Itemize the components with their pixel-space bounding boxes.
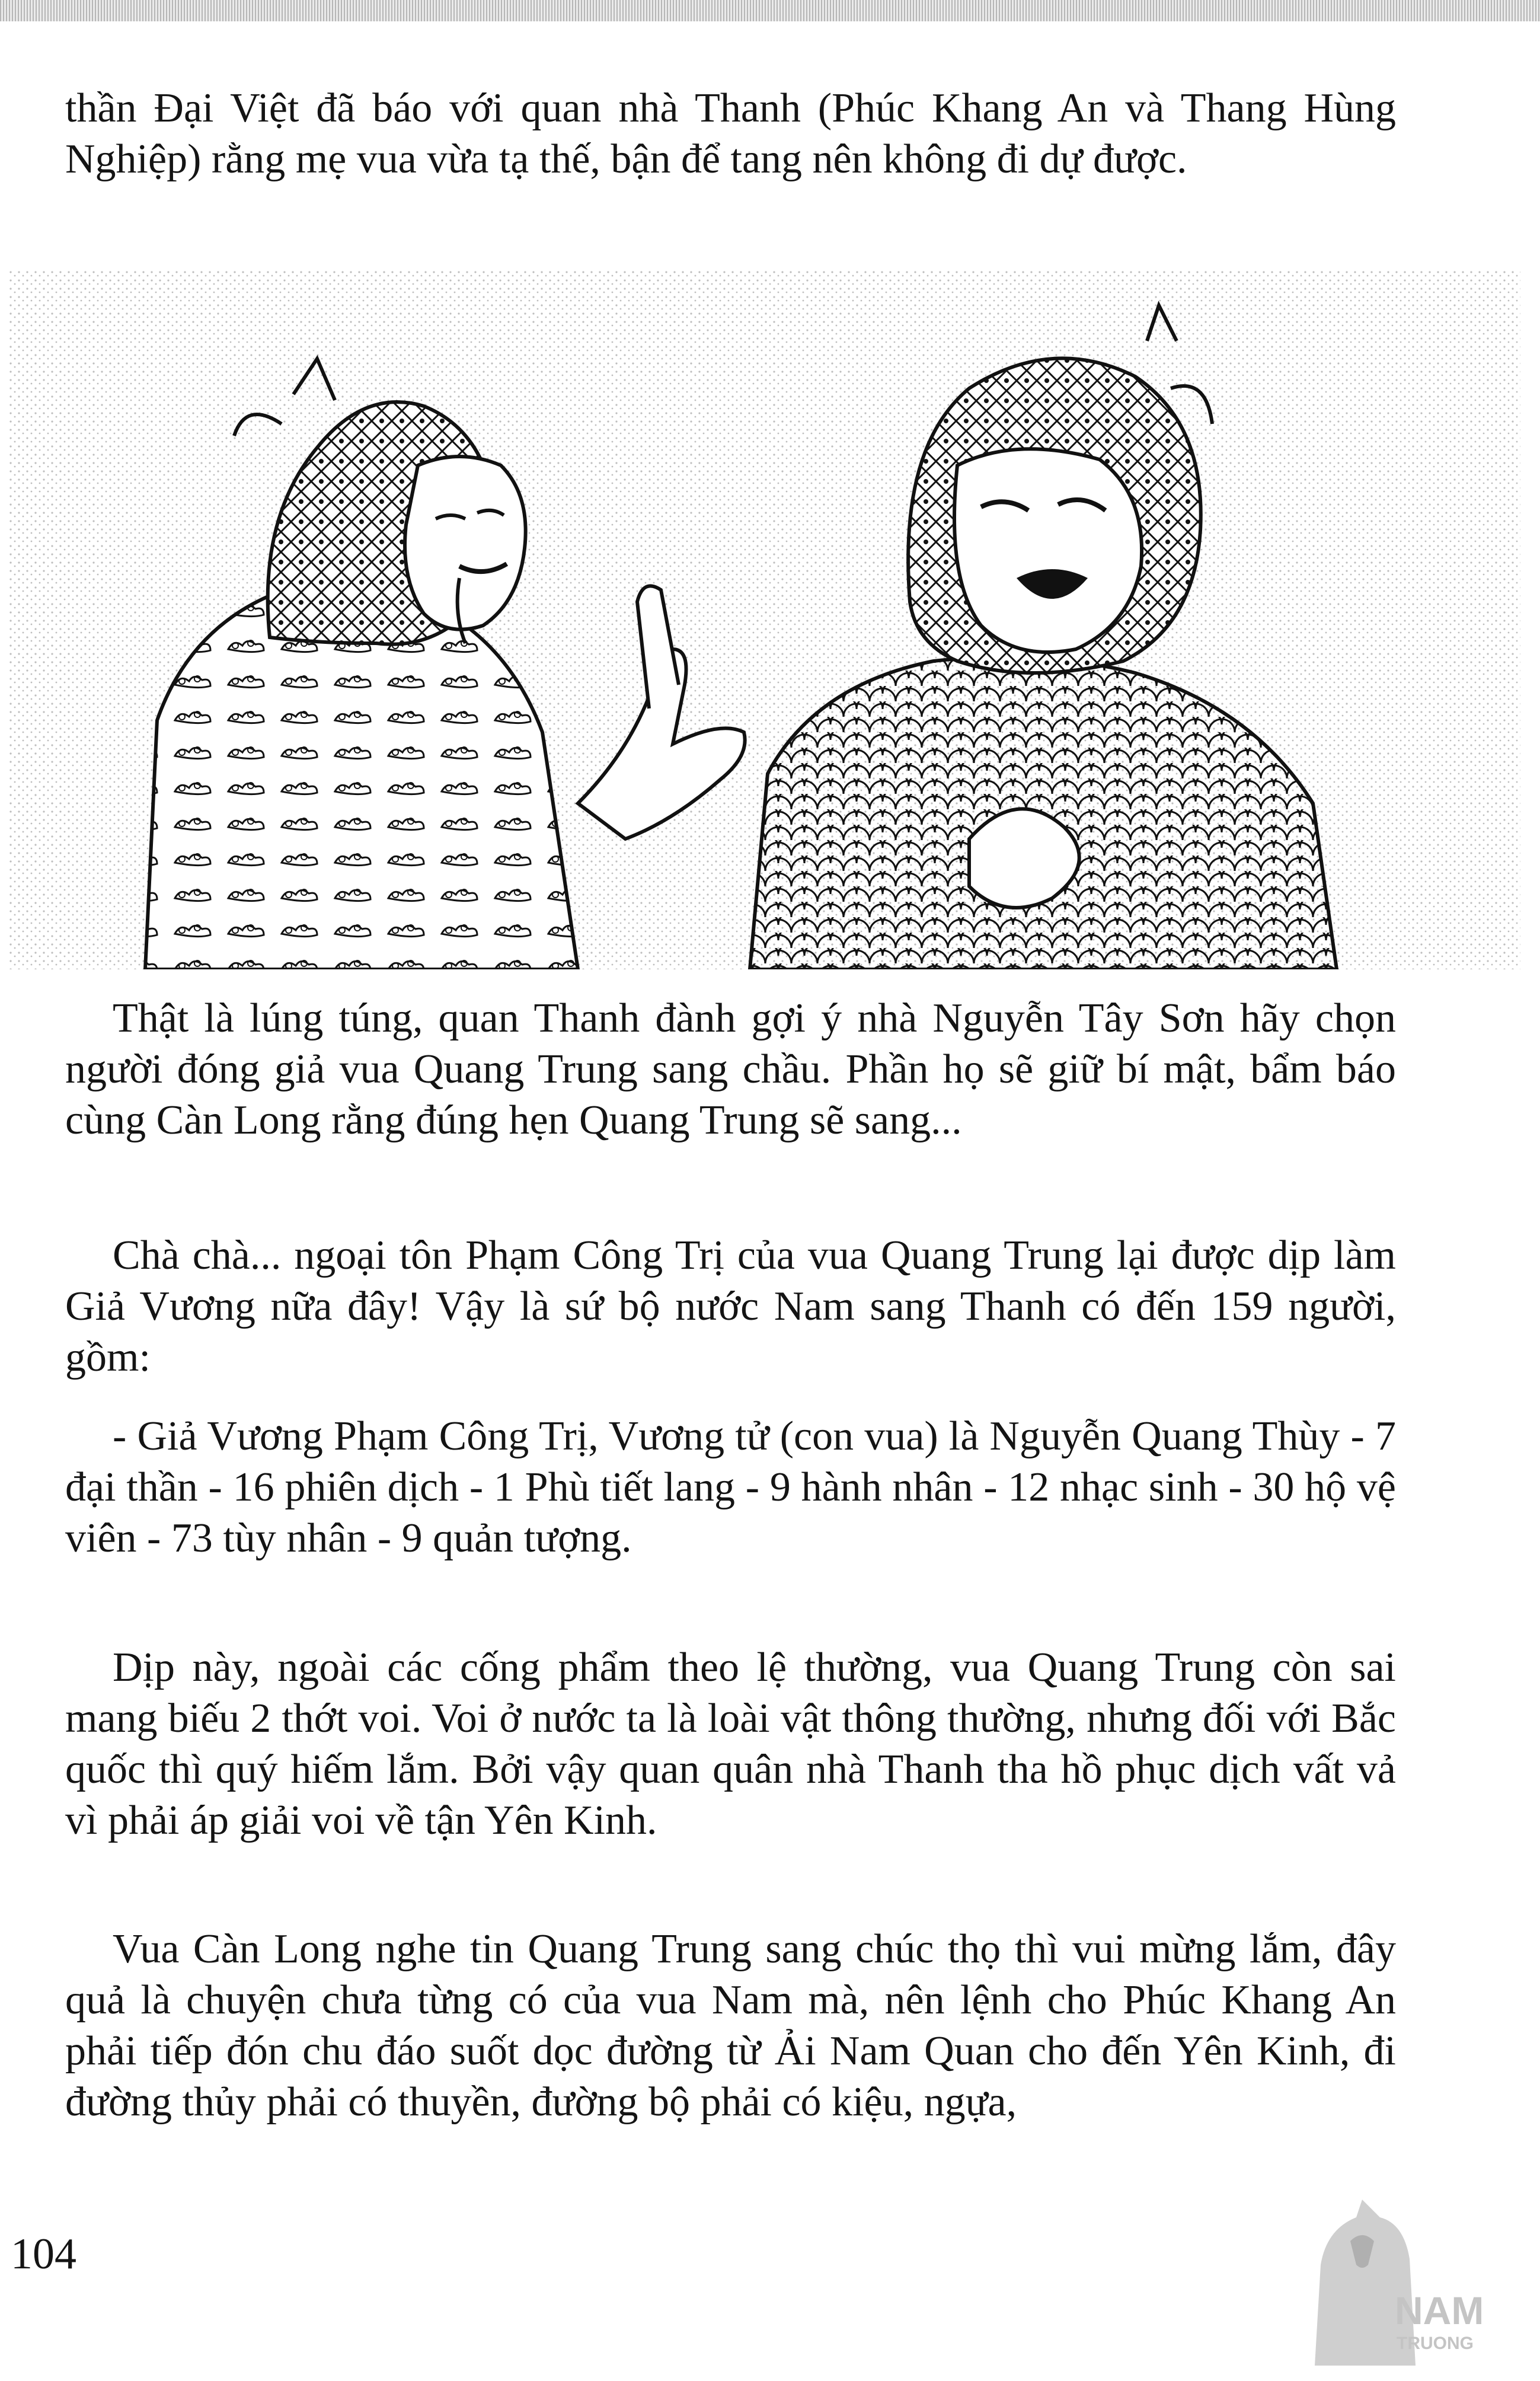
paragraph-2: Thật là lúng túng, quan Thanh đành gợi ý nhà Nguyễn Tây Sơn hãy chọn người đóng giả vua Quang Trung sang chầu. Phần họ sẽ giữ bí mật, bẩm báo cùng Càn Long rằng đúng hẹn Quang Trung sẽ sang... <box>65 995 1396 1143</box>
paragraph-3: Chà chà... ngoại tôn Phạm Công Trị của vua Quang Trung lại được dịp làm Giả Vương nữa đây! Vậy là sứ bộ nước Nam sang Thanh có đến 159 người, gồm: <box>65 1233 1396 1380</box>
nam-truong-watermark-logo <box>1291 2194 1487 2372</box>
watermark-line-2: TRUONG <box>1397 2334 1474 2353</box>
page-number: 104 <box>11 2230 76 2278</box>
paragraph-6: Vua Càn Long nghe tin Quang Trung sang chúc thọ thì vui mừng lắm, đây quả là chuyện chưa từng có của vua Nam mà, nên lệnh cho Phúc Khang An phải tiếp đón chu đáo suốt dọc đường từ Ải Nam Quan cho đến Yên Kinh, đi đường thủy phải có thuyền, đường bộ phải có kiệu, ngựa, <box>65 1926 1396 2125</box>
watermark-line-1: NAM <box>1395 2289 1484 2332</box>
illustration-two-generals <box>9 270 1520 969</box>
page-top-edge <box>0 0 1540 21</box>
paragraph-4: - Giả Vương Phạm Công Trị, Vương tử (con vua) là Nguyễn Quang Thùy - 7 đại thần - 16 phiên dịch - 1 Phù tiết lang - 9 hành nhân - 12 nhạc sinh - 30 hộ vệ viên - 73 tùy nhân - 9 quản tượng. <box>65 1413 1396 1561</box>
paragraph-1: thần Đại Việt đã báo với quan nhà Thanh (Phúc Khang An và Thang Hùng Nghiệp) rằng mẹ vua vừa tạ thế, bận để tang nên không đi dự được. <box>65 85 1396 182</box>
paragraph-5: Dịp này, ngoài các cống phẩm theo lệ thường, vua Quang Trung còn sai mang biếu 2 thớt voi. Voi ở nước ta là loài vật thông thường, nhưng đối với Bắc quốc thì quý hiếm lắm. Bởi vậy quan quân nhà Thanh tha hồ phục dịch vất vả vì phải áp giải voi về tận Yên Kinh. <box>65 1645 1396 1843</box>
